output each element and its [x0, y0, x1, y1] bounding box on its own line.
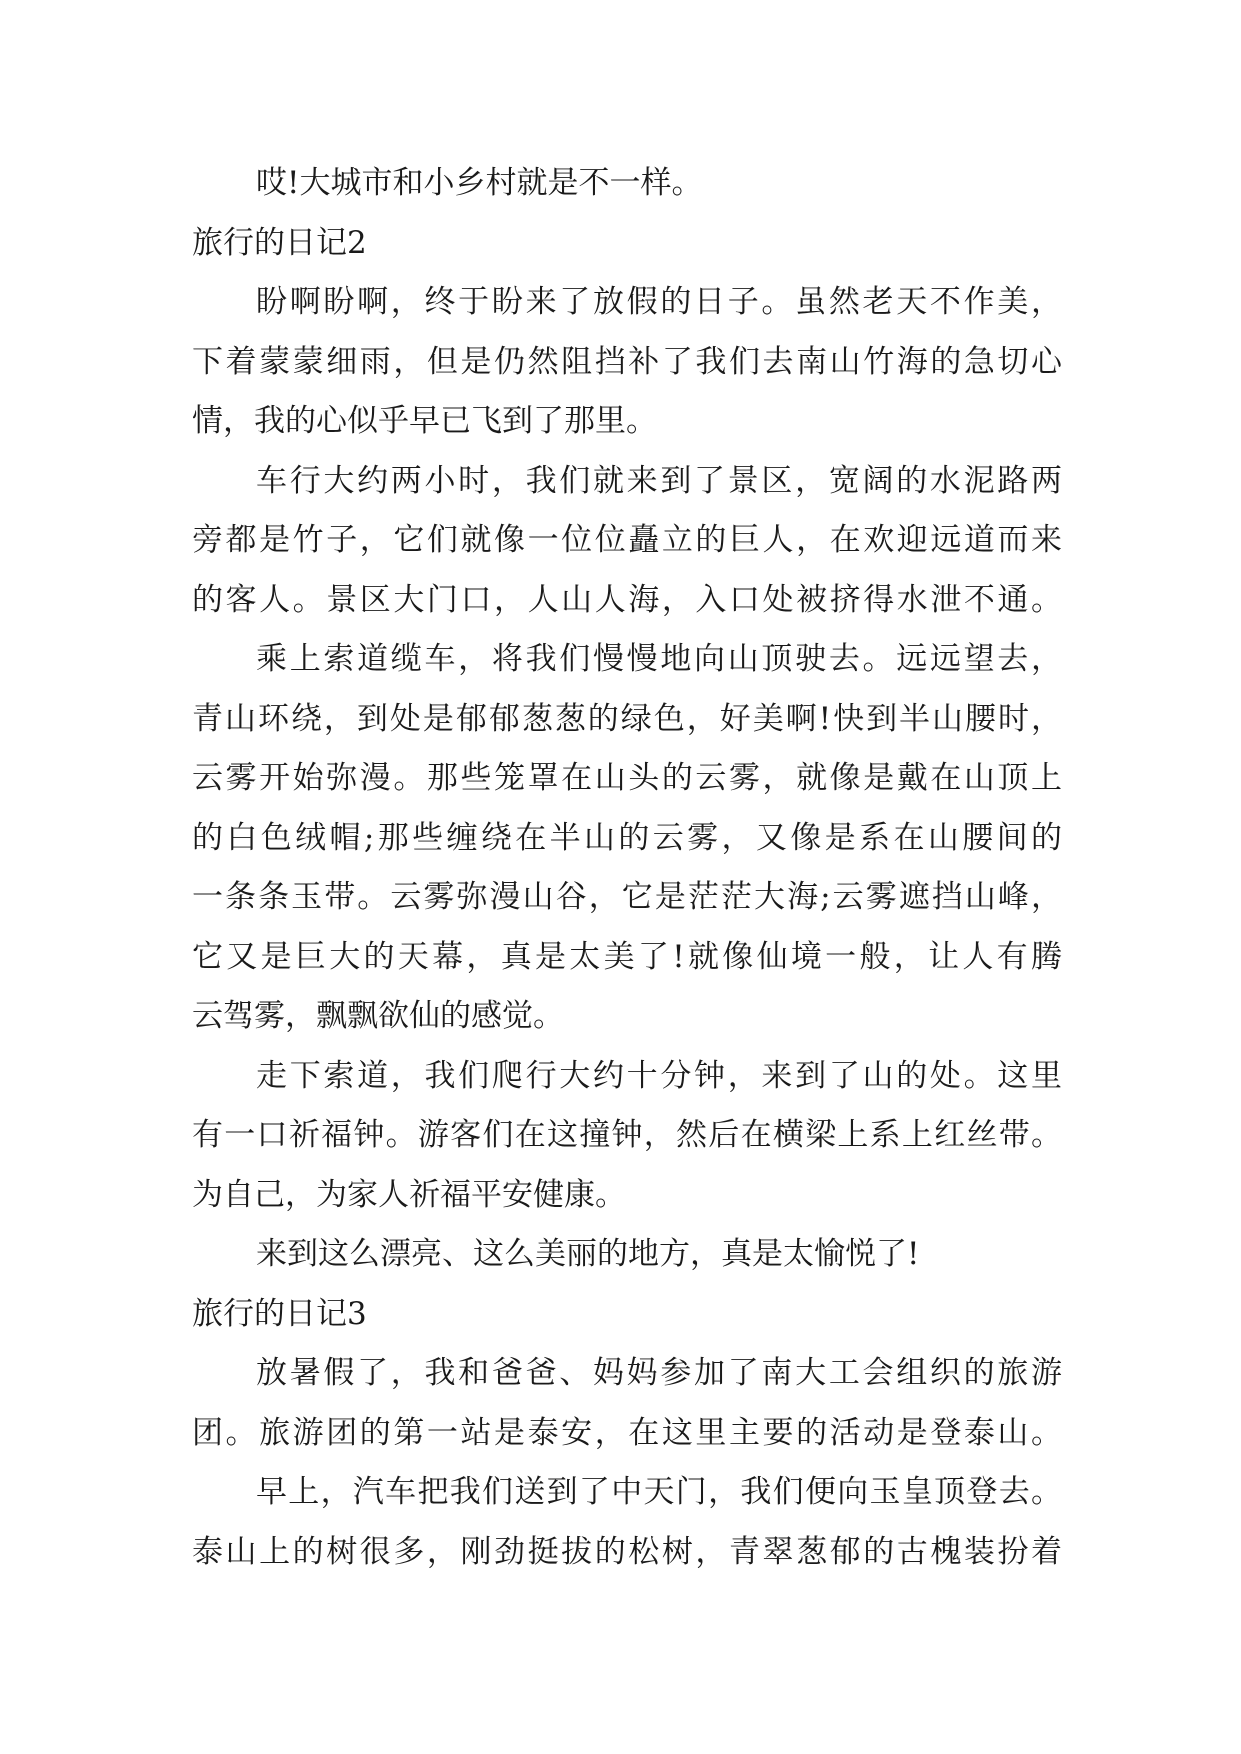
- paragraph-line: 云雾开始弥漫。那些笼罩在山头的云雾，就像是戴在山顶上: [192, 760, 1062, 796]
- paragraph-line: 下着蒙蒙细雨，但是仍然阻挡补了我们去南山竹海的急切心: [192, 343, 1062, 380]
- paragraph-line: 一条条玉带。云雾弥漫山谷，它是茫茫大海;云雾遮挡山峰，: [192, 879, 1062, 915]
- paragraph-line: 车行大约两小时，我们就来到了景区，宽阔的水泥路两: [256, 462, 1062, 499]
- paragraph-line: 云驾雾，飘飘欲仙的感觉。: [192, 998, 564, 1034]
- paragraph-line: 的白色绒帽;那些缠绕在半山的云雾，又像是系在山腰间的: [192, 819, 1062, 856]
- section-heading: 旅行的日记3: [192, 1295, 367, 1332]
- paragraph-line: 情，我的心似乎早已飞到了那里。: [192, 403, 657, 439]
- paragraph-line: 旁都是竹子，它们就像一位位矗立的巨人，在欢迎远道而来: [192, 522, 1062, 558]
- paragraph-line: 有一口祈福钟。游客们在这撞钟，然后在横梁上系上红丝带。: [192, 1117, 1062, 1153]
- paragraph-line: 乘上索道缆车，将我们慢慢地向山顶驶去。远远望去，: [256, 641, 1062, 677]
- paragraph-line: 团。旅游团的第一站是泰安，在这里主要的活动是登泰山。: [192, 1414, 1062, 1451]
- paragraph-line: 走下索道，我们爬行大约十分钟，来到了山的处。这里: [256, 1057, 1062, 1094]
- paragraph-line: 哎!大城市和小乡村就是不一样。: [256, 165, 703, 201]
- paragraph-line: 早上，汽车把我们送到了中天门，我们便向玉皇顶登去。: [256, 1474, 1062, 1510]
- paragraph-line: 来到这么漂亮、这么美丽的地方，真是太愉悦了!: [256, 1236, 920, 1272]
- paragraph-line: 的客人。景区大门口，人山人海，入口处被挤得水泄不通。: [192, 581, 1062, 618]
- paragraph-line: 盼啊盼啊，终于盼来了放假的日子。虽然老天不作美，: [256, 284, 1062, 320]
- paragraph-line: 青山环绕，到处是郁郁葱葱的绿色，好美啊!快到半山腰时，: [192, 700, 1062, 737]
- paragraph-line: 为自己，为家人祈福平安健康。: [192, 1176, 626, 1213]
- document-page: [192, 154, 1062, 1582]
- paragraph-line: 放暑假了，我和爸爸、妈妈参加了南大工会组织的旅游: [256, 1355, 1062, 1391]
- paragraph-line: 它又是巨大的天幕，真是太美了!就像仙境一般，让人有腾: [192, 938, 1062, 975]
- section-heading: 旅行的日记2: [192, 224, 367, 261]
- paragraph-line: 泰山上的树很多，刚劲挺拔的松树，青翠葱郁的古槐装扮着: [192, 1533, 1062, 1570]
